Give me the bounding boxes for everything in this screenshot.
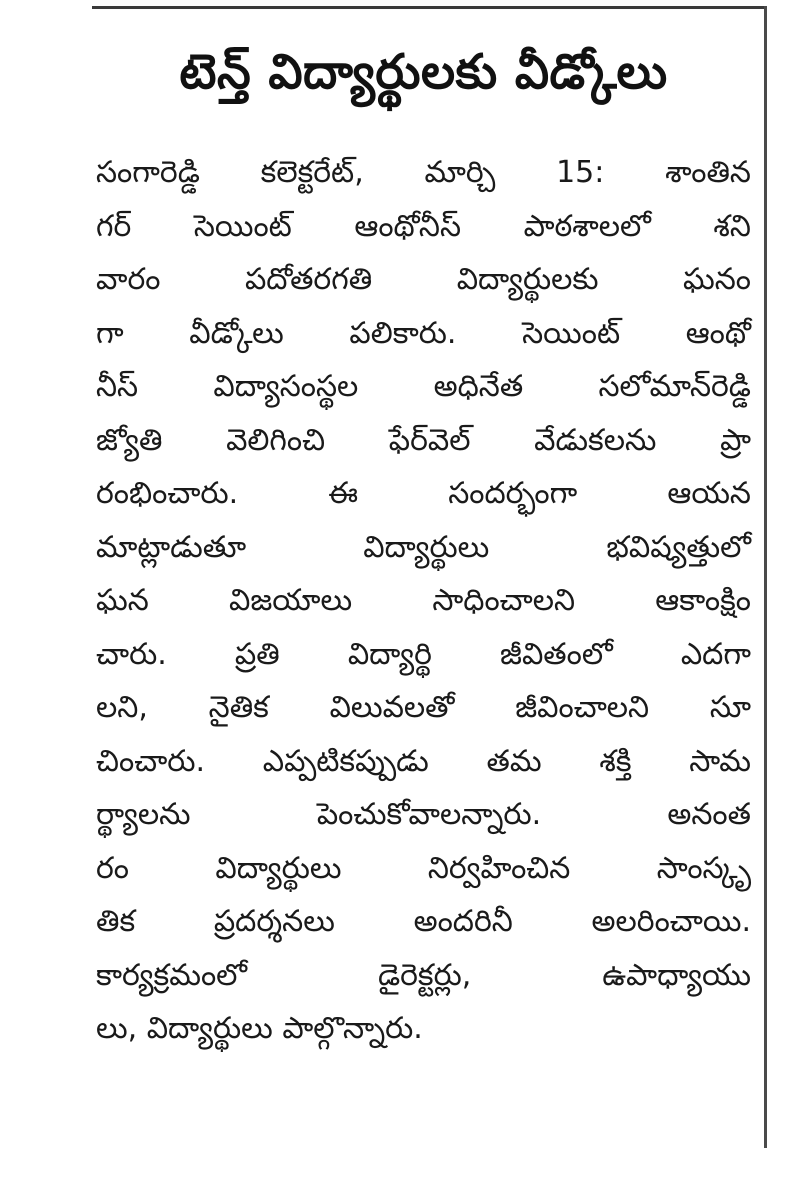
- article-body-line: సంగారెడ్డి కలెక్టరేట్, మార్చి 15: శాంతిన: [96, 155, 751, 190]
- news-article: [96, 22, 751, 1056]
- article-body-line: గా వీడ్కోలు పలికారు. సెయింట్ ఆంథో: [96, 315, 751, 351]
- article-body-line: లు, విద్యార్థులు పాల్గొన్నారు.: [96, 1011, 423, 1046]
- top-divider-line: [92, 6, 767, 9]
- article-body-line: తిక ప్రదర్శనలు అందరినీ అలరించాయి.: [96, 904, 751, 939]
- article-body-line: మాట్లాడుతూ విద్యార్థులు భవిష్యత్తులో: [96, 529, 751, 565]
- article-body-line: రం విద్యార్థులు నిర్వహించిన సాంస్కృ: [96, 850, 751, 886]
- article-headline: టెన్త్ విద్యార్థులకు వీడ్కోలు: [179, 44, 668, 100]
- article-body-line: వారం పదోతరగతి విద్యార్థులకు ఘనం: [96, 262, 751, 297]
- article-body-line: గర్ సెయింట్ ఆంథోనీస్ పాఠశాలలో శని: [96, 208, 751, 244]
- article-body-line: లని, నైతిక విలువలతో జీవించాలని సూ: [96, 690, 751, 725]
- article-body-line: జ్యోతి వెలిగించి ఫేర్‌వెల్ వేడుకలను ప్రా: [96, 422, 751, 458]
- article-body-line: కార్యక్రమంలో డైరెక్టర్లు, ఉపాధ్యాయు: [96, 957, 751, 993]
- article-body: [96, 146, 751, 1056]
- article-body-line: ఘన విజయాలు సాధించాలని ఆకాంక్షిం: [96, 583, 751, 618]
- article-body-line: ర్థ్యాలను పెంచుకోవాలన్నారు. అనంత: [96, 797, 751, 832]
- column-divider-line: [764, 6, 767, 1148]
- article-body-line: చారు. ప్రతి విద్యార్థి జీవితంలో ఎదగా: [96, 636, 751, 672]
- article-body-line: చించారు. ఎప్పటికప్పుడు తమ శక్తి సామ: [96, 743, 751, 779]
- article-body-line: రంభించారు. ఈ సందర్భంగా ఆయన: [96, 476, 751, 511]
- article-body-line: నీస్ విద్యాసంస్థల అధినేత సలోమాన్‌రెడ్డి: [96, 369, 751, 404]
